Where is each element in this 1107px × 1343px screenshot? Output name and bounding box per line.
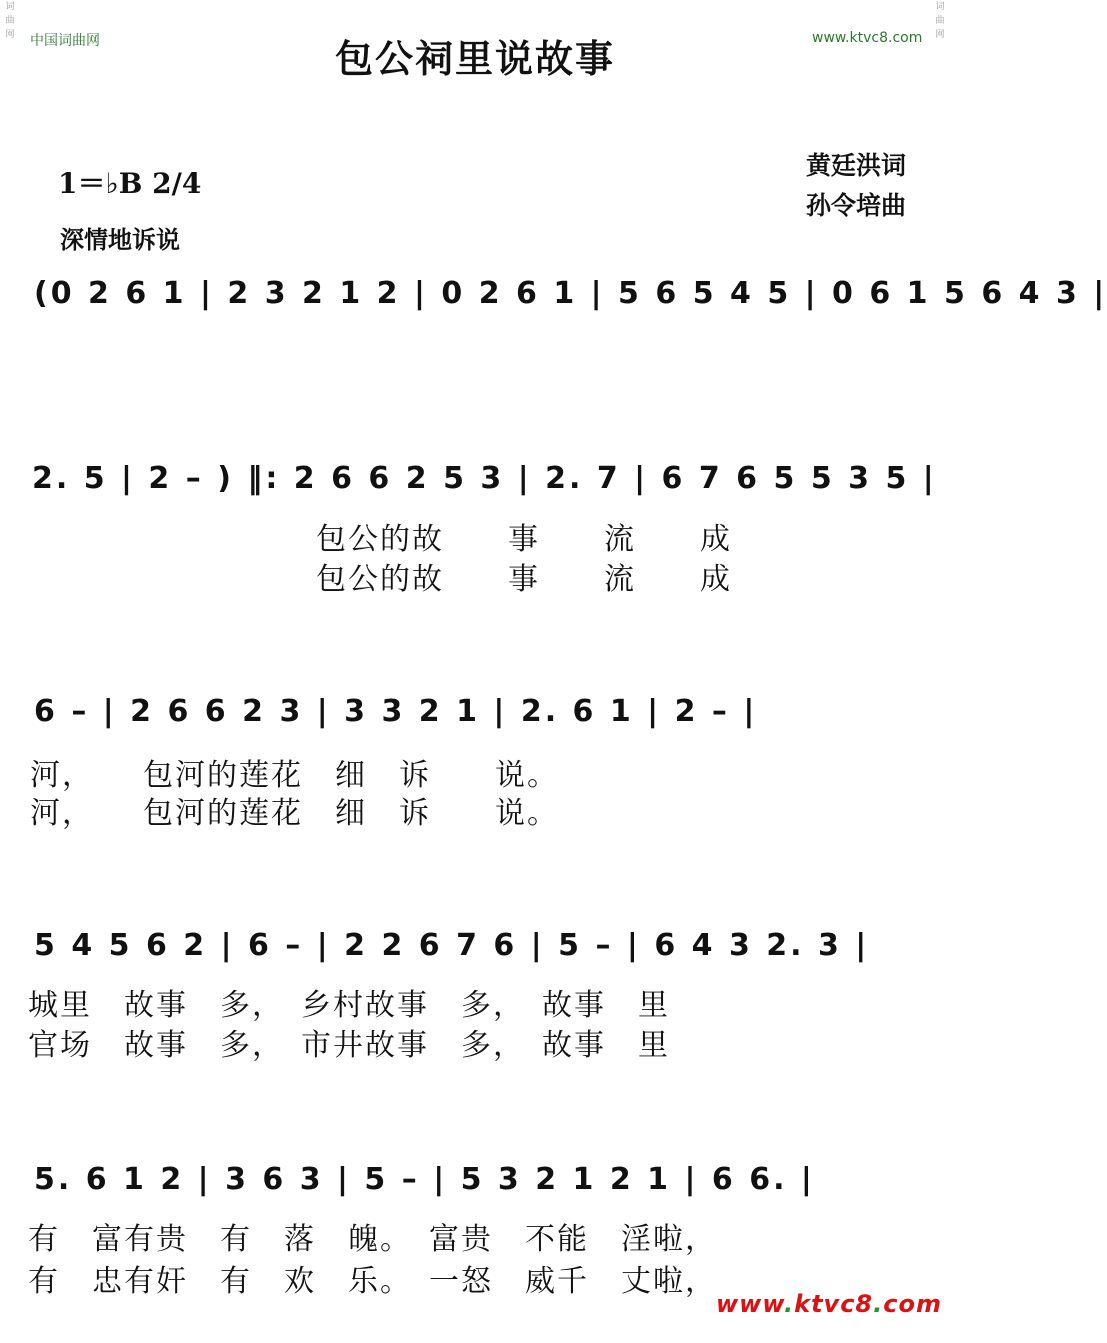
lyrics-line-5-verse-1: 有 富有贵 有 落 魄。 富贵 不能 淫啦， (28, 1222, 717, 1257)
site-name-left[interactable]: 中国词曲网 (30, 33, 100, 49)
lyrics-line-3-verse-2: 河， 包河的莲花 细 诉 说。 (30, 796, 559, 831)
notation-line-1: (0 2 6 1 | 2 3 2 1 2 | 0 2 6 1 | 5 6 5 4 5 | 0 6 1 5 6 4 3 | (34, 276, 1107, 311)
right-margin-watermark: 词曲网 (935, 2, 945, 40)
left-margin-watermark: 词曲网 (5, 2, 15, 40)
notation-line-3: 6 – | 2 6 6 2 3 | 3 3 2 1 | 2. 6 1 | 2 – | (34, 694, 758, 729)
footer-url-part2: ktvc8 (794, 1290, 874, 1318)
staff-line-1 (24, 270, 1107, 342)
lyrics-line-3-verse-1: 河， 包河的莲花 细 诉 说。 (30, 758, 559, 793)
lyrics-line-2-verse-2: 包公的故 事 流 成 (316, 562, 732, 597)
site-url-right[interactable]: www.ktvc8.com (812, 30, 923, 46)
lyrics-line-2-verse-1: 包公的故 事 流 成 (316, 522, 732, 557)
footer-site-logo[interactable] (716, 1290, 942, 1318)
footer-url-dot: . (783, 1290, 795, 1318)
song-title: 包公祠里说故事 (334, 37, 615, 81)
lyrics-line-4-verse-1: 城里 故事 多， 乡村故事 多， 故事 里 (28, 988, 670, 1023)
footer-url-dot: . (873, 1290, 884, 1318)
composer-credit: 孙令培曲 (806, 191, 907, 220)
lyrics-line-5-verse-2: 有 忠有奸 有 欢 乐。 一怒 威千 丈啦， (28, 1264, 717, 1299)
notation-line-5: 5. 6 1 2 | 3 6 3 | 5 – | 5 3 2 1 2 1 | 6 6. | (34, 1162, 815, 1197)
footer-url-part1: www (716, 1290, 784, 1318)
lyricist-credit: 黄廷洪词 (806, 151, 907, 180)
tempo-marking: 深情地诉说 (60, 226, 180, 254)
footer-url-part3: com (883, 1290, 942, 1318)
notation-line-4: 5 4 5 6 2 | 6 – | 2 2 6 7 6 | 5 – | 6 4 3 2. 3 | (34, 928, 870, 963)
notation-line-2: 2. 5 | 2 – ) ‖: 2 6 6 2 5 3 | 2. 7 | 6 7 6 5 5 3 5 | (32, 461, 937, 496)
lyrics-line-4-verse-2: 官场 故事 多， 市井故事 多， 故事 里 (28, 1028, 670, 1063)
key-signature: 1＝♭B 2/4 (58, 167, 202, 200)
